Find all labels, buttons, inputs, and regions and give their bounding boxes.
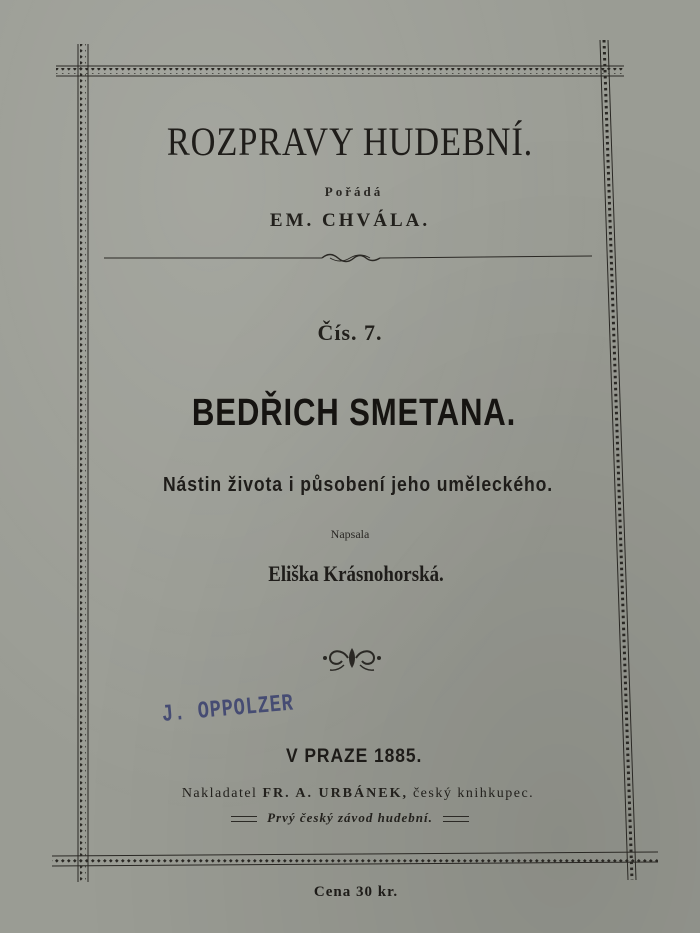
price: Cena 30 kr. bbox=[313, 884, 399, 900]
author-name: Eliška Krásnohorská. bbox=[268, 561, 444, 586]
publishing-house-line bbox=[0, 810, 700, 826]
publisher-prefix: Nakladatel bbox=[181, 786, 258, 801]
author-label: Napsala bbox=[330, 527, 370, 541]
place-year: V PRAZE 1885. bbox=[286, 746, 423, 767]
publisher-name: FR. A. URBÁNEK, bbox=[262, 786, 408, 801]
ornamental-divider bbox=[104, 255, 592, 262]
publishing-house: Prvý český závod hudební. bbox=[267, 810, 433, 825]
work-subtitle: Nástin života i působení jeho uměleckého. bbox=[162, 474, 554, 496]
right-double-rule bbox=[443, 816, 469, 822]
fleuron-ornament bbox=[323, 648, 381, 670]
left-double-rule bbox=[231, 816, 257, 822]
frame-left-border bbox=[78, 44, 88, 882]
editor-name: EM. CHVÁLA. bbox=[269, 210, 431, 231]
editor-label: Pořádá bbox=[324, 184, 384, 199]
issue-number: Čís. 7. bbox=[317, 320, 383, 345]
series-title: ROZPRAVY HUDEBNÍ. bbox=[166, 119, 534, 164]
owner-stamp: J. OPPOLZER bbox=[160, 690, 295, 729]
publisher-suffix: český knihkupec. bbox=[412, 786, 535, 801]
frame-bottom-border bbox=[52, 852, 658, 866]
publisher-line bbox=[8, 786, 700, 802]
work-title: BEDŘICH SMETANA. bbox=[191, 392, 517, 434]
frame-top-border bbox=[56, 66, 624, 76]
frame-right-border bbox=[598, 40, 636, 880]
